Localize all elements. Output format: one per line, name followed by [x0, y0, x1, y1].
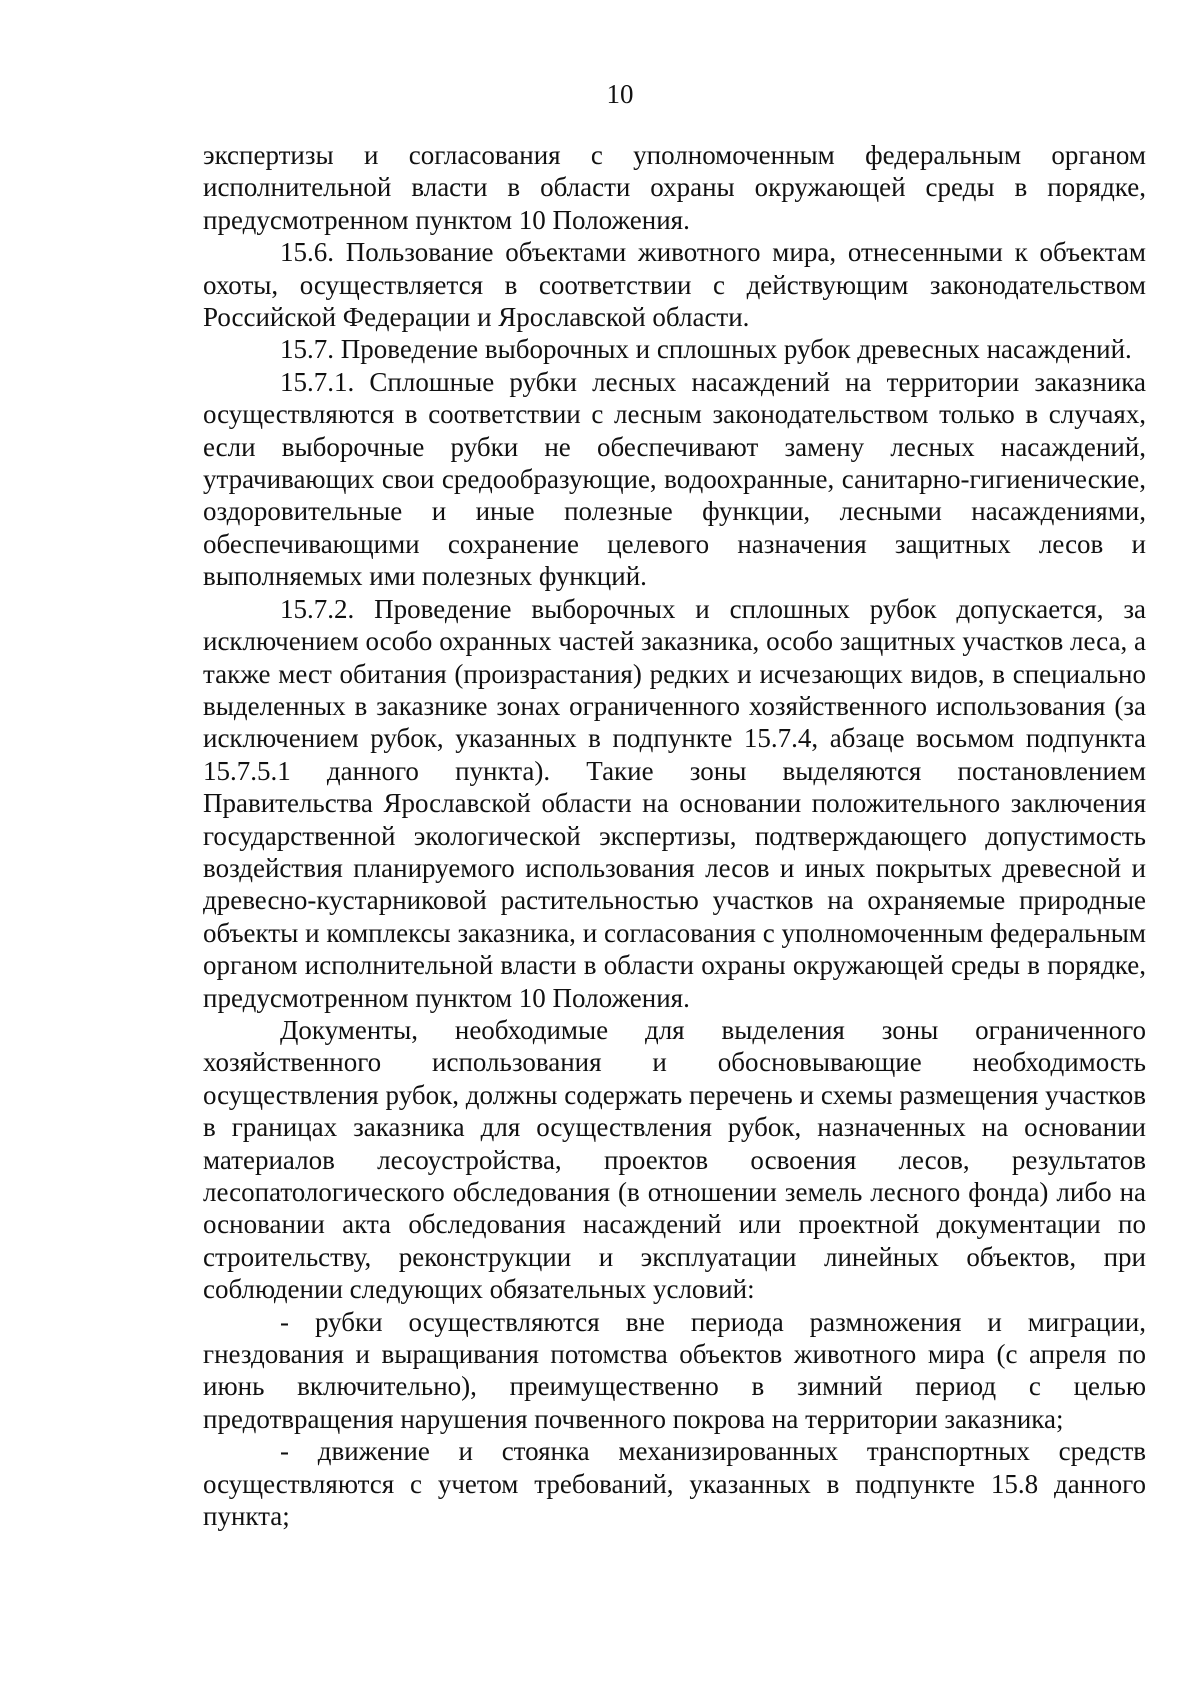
paragraph-15-7-2: 15.7.2. Проведение выборочных и сплошных рубок допускается, за исключением особо охранных частей заказника, особо защитных участков леса, а также мест обитания (произрастания) редких и исчезающих видов, в специально выделенных в заказнике зонах ограниченного хозяйственного использования (за исключением рубок, указанных в подпункте 15.7.4, абзаце восьмом подпункта 15.7.5.1 данного пункта). Такие зоны выделяются постановлением Правительства Ярославской области на основании положительного заключения государственной экологической экспертизы, подтверждающего допустимость воздействия планируемого использования лесов и иных покрытых древесной и древесно-кустарниковой растительностью участков на охраняемые природные объекты и комплексы заказника, и согласования с уполномоченным федеральным органом исполнительной власти в области охраны окружающей среды в порядке, предусмотренном пунктом 10 Положения.	[203, 593, 1146, 1013]
paragraph-15-7: 15.7. Проведение выборочных и сплошных рубок древесных насаждений.	[280, 334, 1132, 365]
paragraph: экспертизы и согласования с уполномоченным федеральным органом исполнительной власти в области охраны окружающей среды в порядке, предусмотренном пунктом 10 Положения.	[203, 140, 1146, 235]
page-number: 10	[606, 79, 634, 109]
paragraph-15-7-1: 15.7.1. Сплошные рубки лесных насаждений на территории заказника осуществляются в соответствии с лесным законодательством только в случаях, если выборочные рубки не обеспечивают замену лесных насаждений, утрачивающих свои средообразующие, водоохранные, санитарно-гигиенические, оздоровительные и иные полезные функции, лесными насаждениями, обеспечивающими сохранение целевого назначения защитных лесов и выполняемых ими полезных функций.	[203, 366, 1146, 592]
paragraph-documents: Документы, необходимые для выделения зоны ограниченного хозяйственного использования и обосновывающие необходимость осуществления рубок, должны содержать перечень и схемы размещения участков в границах заказника для осуществления рубок, назначенных на основании материалов лесоустройства, проектов освоения лесов, результатов лесопатологического обследования (в отношении земель лесного фонда) либо на основании акта обследования насаждений или проектной документации по строительству, реконструкции и эксплуатации линейных объектов, при соблюдении следующих обязательных условий:	[203, 1014, 1146, 1305]
paragraph-15-6: 15.6. Пользование объектами животного мира, отнесенными к объектам охоты, осуществляется в соответствии с действующим законодательством Российской Федерации и Ярославской области.	[203, 237, 1146, 333]
list-item-logging-period: - рубки осуществляются вне периода размножения и миграции, гнездования и выращивания потомства объектов животного мира (с апреля по июнь включительно), преимущественно в зимний период с целью предотвращения нарушения почвенного покрова на территории заказника;	[203, 1306, 1146, 1434]
document-body	[203, 139, 1146, 1532]
list-item-vehicle-movement: - движение и стоянка механизированных транспортных средств осуществляются с учетом требований, указанных в подпункте 15.8 данного пункта;	[203, 1436, 1146, 1532]
